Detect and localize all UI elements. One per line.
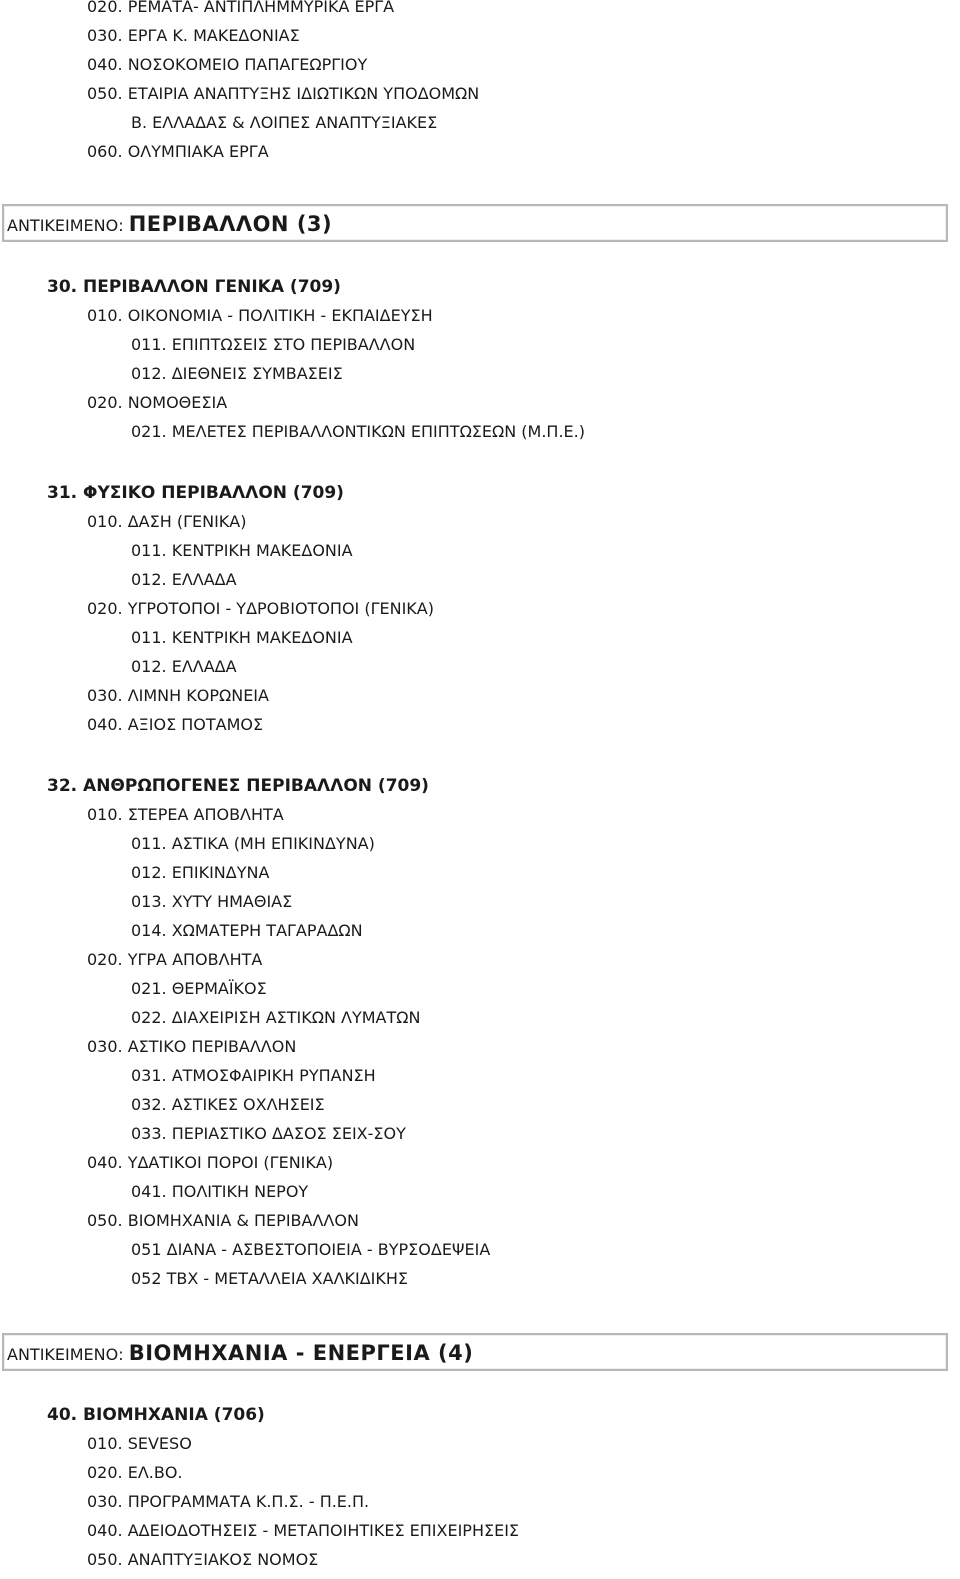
subject-label: ΑΝΤΙΚΕΙΜΕΝΟ: [7, 1345, 129, 1364]
list-item: 020. ΝΟΜΟΘΕΣΙΑ [87, 393, 228, 412]
list-item: 033. ΠΕΡΙΑΣΤΙΚΟ ΔΑΣΟΣ ΣΕΙΧ-ΣΟΥ [131, 1124, 406, 1143]
list-item: 011. ΚΕΝΤΡΙΚΗ ΜΑΚΕΔΟΝΙΑ [131, 541, 353, 560]
list-item: 020. ΥΓΡΑ ΑΠΟΒΛΗΤΑ [87, 950, 263, 969]
list-item: 050. ΕΤΑΙΡΙΑ ΑΝΑΠΤΥΞΗΣ ΙΔΙΩΤΙΚΩΝ ΥΠΟΔΟΜΩΝ [87, 84, 480, 103]
subject-label: ΑΝΤΙΚΕΙΜΕΝΟ: [7, 216, 129, 235]
list-item: 020. ΥΓΡΟΤΟΠΟΙ - ΥΔΡΟΒΙΟΤΟΠΟΙ (ΓΕΝΙΚΑ) [87, 599, 434, 618]
list-item-continuation: Β. ΕΛΛΑΔΑΣ & ΛΟΙΠΕΣ ΑΝΑΠΤΥΞΙΑΚΕΣ [131, 113, 438, 132]
list-item: 010. ΟΙΚΟΝΟΜΙΑ - ΠΟΛΙΤΙΚΗ - ΕΚΠΑΙΔΕΥΣΗ [87, 306, 433, 325]
subject-title: ΒΙΟΜΗΧΑΝΙΑ - ΕΝΕΡΓΕΙΑ (4) [128, 1341, 474, 1365]
list-item: 021. ΜΕΛΕΤΕΣ ΠΕΡΙΒΑΛΛΟΝΤΙΚΩΝ ΕΠΙΠΤΩΣΕΩΝ (Μ.Π.Ε.) [131, 422, 585, 441]
list-item: 050. ΒΙΟΜΗΧΑΝΙΑ & ΠΕΡΙΒΑΛΛΟΝ [87, 1211, 359, 1230]
list-item: 040. ΑΞΙΟΣ ΠΟΤΑΜΟΣ [87, 715, 264, 734]
list-item: 041. ΠΟΛΙΤΙΚΗ ΝΕΡΟΥ [131, 1182, 309, 1201]
list-item: 010. ΔΑΣΗ (ΓΕΝΙΚΑ) [87, 512, 247, 531]
section-heading: 32. ΑΝΘΡΩΠΟΓΕΝΕΣ ΠΕΡΙΒΑΛΛΟΝ (709) [47, 776, 429, 796]
list-item: 014. ΧΩΜΑΤΕΡΗ ΤΑΓΑΡΑΔΩΝ [131, 921, 363, 940]
list-item: 010. ΣΤΕΡΕΑ ΑΠΟΒΛΗΤΑ [87, 805, 284, 824]
list-item: 030. ΕΡΓΑ Κ. ΜΑΚΕΔΟΝΙΑΣ [87, 26, 300, 45]
list-item: 011. ΚΕΝΤΡΙΚΗ ΜΑΚΕΔΟΝΙΑ [131, 628, 353, 647]
subject-label-row [7, 1342, 473, 1366]
section-heading: 40. ΒΙΟΜΗΧΑΝΙΑ (706) [47, 1405, 265, 1425]
list-item: 040. ΥΔΑΤΙΚΟΙ ΠΟΡΟΙ (ΓΕΝΙΚΑ) [87, 1153, 334, 1172]
list-item: 010. SEVESO [87, 1434, 192, 1453]
section-heading: 31. ΦΥΣΙΚΟ ΠΕΡΙΒΑΛΛΟΝ (709) [47, 483, 344, 503]
list-item: 012. ΕΛΛΑΔΑ [131, 570, 237, 589]
section-heading: 30. ΠΕΡΙΒΑΛΛΟΝ ΓΕΝΙΚΑ (709) [47, 277, 341, 297]
list-item: 040. ΑΔΕΙΟΔΟΤΗΣΕΙΣ - ΜΕΤΑΠΟΙΗΤΙΚΕΣ ΕΠΙΧΕΙΡΗΣΕΙΣ [87, 1521, 520, 1540]
list-item: 020. ΕΛ.ΒΟ. [87, 1463, 183, 1482]
list-item: 030. ΠΡΟΓΡΑΜΜΑΤΑ Κ.Π.Σ. - Π.Ε.Π. [87, 1492, 370, 1511]
list-item: 031. ΑΤΜΟΣΦΑΙΡΙΚΗ ΡΥΠΑΝΣΗ [131, 1066, 376, 1085]
list-item: 030. ΑΣΤΙΚΟ ΠΕΡΙΒΑΛΛΟΝ [87, 1037, 297, 1056]
list-item: 011. ΕΠΙΠΤΩΣΕΙΣ ΣΤΟ ΠΕΡΙΒΑΛΛΟΝ [131, 335, 416, 354]
list-item: 051 ΔΙΑΝΑ - ΑΣΒΕΣΤΟΠΟΙΕΙΑ - ΒΥΡΣΟΔΕΨΕΙΑ [131, 1240, 491, 1259]
list-item: 012. ΔΙΕΘΝΕΙΣ ΣΥΜΒΑΣΕΙΣ [131, 364, 343, 383]
list-item: 021. ΘΕΡΜΑΪΚΟΣ [131, 979, 267, 998]
list-item: 030. ΛΙΜΝΗ ΚΟΡΩΝΕΙΑ [87, 686, 269, 705]
list-item: 020. ΡΕΜΑΤΑ- ΑΝΤΙΠΛΗΜΜΥΡΙΚΑ ΕΡΓΑ [87, 0, 395, 16]
subject-label-row [7, 213, 332, 237]
list-item: 012. ΕΛΛΑΔΑ [131, 657, 237, 676]
list-item: 052 ΤΒΧ - ΜΕΤΑΛΛΕΙΑ ΧΑΛΚΙΔΙΚΗΣ [131, 1269, 409, 1288]
list-item: 013. ΧΥΤΥ ΗΜΑΘΙΑΣ [131, 892, 293, 911]
subject-title: ΠΕΡΙΒΑΛΛΟΝ (3) [128, 212, 333, 236]
list-item: 022. ΔΙΑΧΕΙΡΙΣΗ ΑΣΤΙΚΩΝ ΛΥΜΑΤΩΝ [131, 1008, 421, 1027]
list-item: 032. ΑΣΤΙΚΕΣ ΟΧΛΗΣΕΙΣ [131, 1095, 325, 1114]
subject-header [2, 1333, 948, 1371]
list-item: 050. ΑΝΑΠΤΥΞΙΑΚΟΣ ΝΟΜΟΣ [87, 1550, 319, 1569]
list-item: 060. ΟΛΥΜΠΙΑΚΑ ΕΡΓΑ [87, 142, 269, 161]
subject-header [2, 204, 948, 242]
list-item: 012. ΕΠΙΚΙΝΔΥΝΑ [131, 863, 270, 882]
list-item: 040. ΝΟΣΟΚΟΜΕΙΟ ΠΑΠΑΓΕΩΡΓΙΟΥ [87, 55, 368, 74]
list-item: 011. ΑΣΤΙΚΑ (ΜΗ ΕΠΙΚΙΝΔΥΝΑ) [131, 834, 375, 853]
